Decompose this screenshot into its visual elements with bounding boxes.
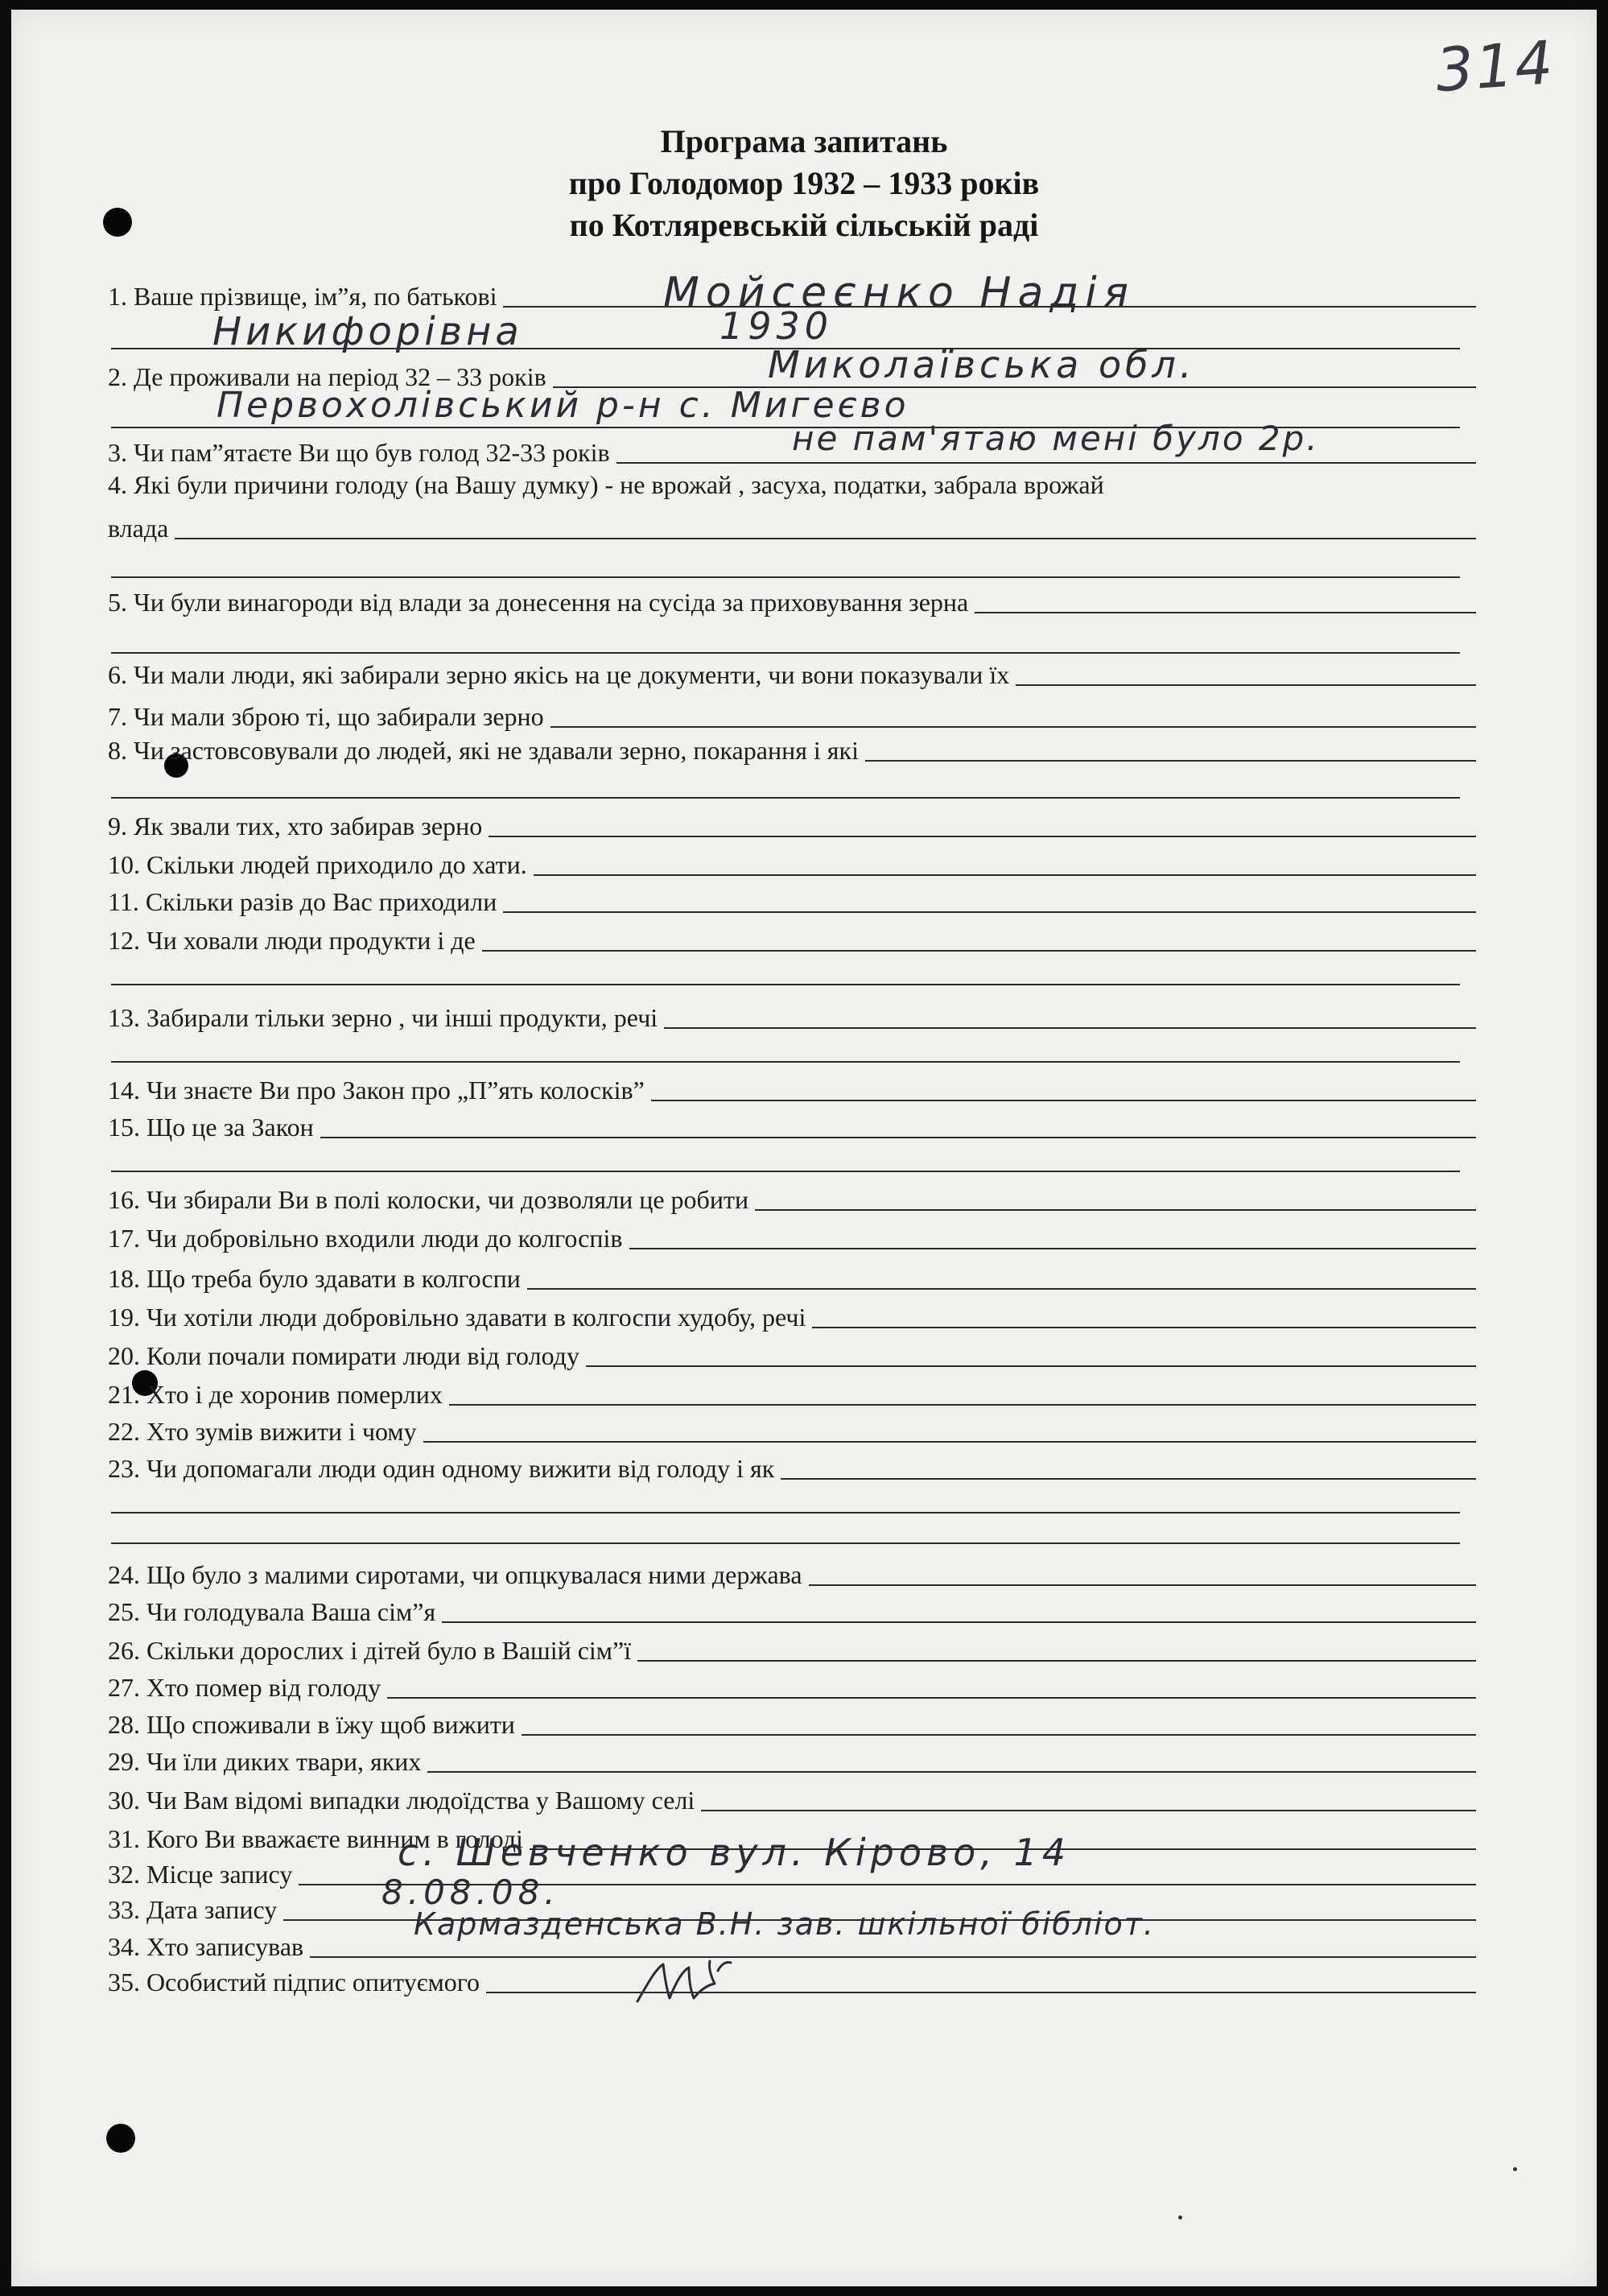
answer-line[interactable]: [629, 1224, 1477, 1249]
question-24: 24. Що було з малими сиротами, чи опцкувалася ними держава: [108, 1554, 1476, 1589]
answer-line[interactable]: [503, 887, 1476, 913]
question-34: 34. Хто записував: [108, 1926, 1476, 1961]
answer-q2-region: Миколаївська обл.: [768, 343, 1196, 386]
document-page: [11, 10, 1597, 2286]
question-21: 21. Хто і де хоронив померлих: [108, 1373, 1476, 1409]
punch-hole-top: [103, 208, 132, 237]
answer-line[interactable]: [975, 588, 1476, 613]
page-number: 314: [1433, 27, 1557, 106]
answer-q3: не пам'ятаю мені було 2р.: [792, 419, 1320, 458]
question-25: 25. Чи голодувала Ваша сім”я: [108, 1591, 1476, 1626]
question-22: 22. Хто зумів вижити і чому: [108, 1410, 1476, 1446]
question-19: 19. Чи хотіли люди добровільно здавати в колгоспи худобу, речі: [108, 1296, 1476, 1332]
document-title: [11, 121, 1597, 246]
question-23: 23. Чи допомагали люди один одному вижити від голоду і як: [108, 1447, 1476, 1483]
answer-line-15b[interactable]: [111, 1171, 1460, 1172]
punch-hole-bottom: [106, 2124, 135, 2153]
answer-line-23b[interactable]: [111, 1512, 1460, 1513]
answer-q33: 8.08.08.: [381, 1873, 560, 1912]
question-6: 6. Чи мали люди, які забирали зерно якісь на це документи, чи вони показували їх: [108, 654, 1476, 689]
answer-q32: с. Шевченко вул. Кірово, 14: [398, 1831, 1071, 1874]
question-28: 28. Що споживали в їжу щоб вижити: [108, 1703, 1476, 1739]
signature-icon: [631, 1953, 752, 2009]
question-13: 13. Забирали тільки зерно , чи інші продукти, речі: [108, 997, 1476, 1032]
answer-line[interactable]: [781, 1454, 1476, 1480]
answer-line[interactable]: [664, 1003, 1476, 1029]
answer-line[interactable]: [1016, 660, 1476, 686]
answer-line-8b[interactable]: [111, 797, 1460, 799]
question-33: 33. Дата запису: [108, 1889, 1476, 1924]
question-15: 15. Що це за Закон: [108, 1106, 1476, 1142]
answer-q1-year: 1930: [719, 304, 834, 348]
question-4-cont: влада: [108, 507, 1476, 543]
answer-line[interactable]: [423, 1417, 1476, 1443]
question-27: 27. Хто помер від голоду: [108, 1666, 1476, 1702]
question-1: 1. Ваше прізвище, ім”я, по батькові: [108, 275, 1476, 311]
question-17: 17. Чи добровільно входили люди до колгоспів: [108, 1217, 1476, 1253]
answer-line-23c[interactable]: [111, 1542, 1460, 1544]
answer-line[interactable]: [550, 702, 1476, 728]
question-12: 12. Чи ховали люди продукти і де: [108, 919, 1476, 955]
answer-line[interactable]: [651, 1076, 1476, 1101]
question-20: 20. Коли почали помирати люди від голоду: [108, 1335, 1476, 1370]
answer-line[interactable]: [427, 1747, 1476, 1773]
answer-q1-patronymic: Никифорівна: [212, 309, 523, 354]
answer-line[interactable]: [755, 1185, 1476, 1211]
answer-line-12b[interactable]: [111, 984, 1460, 985]
answer-line[interactable]: [175, 514, 1476, 539]
answer-line[interactable]: [387, 1673, 1476, 1699]
answer-line[interactable]: [534, 850, 1476, 876]
answer-line[interactable]: [812, 1303, 1476, 1328]
answer-line[interactable]: [522, 1710, 1476, 1736]
answer-q34: Кармазденська В.Н. зав. шкільної бібліот.: [414, 1906, 1156, 1942]
question-31: 31. Кого Ви вважаєте винним в голоді: [108, 1818, 1476, 1853]
answer-line[interactable]: [701, 1786, 1476, 1811]
question-16: 16. Чи збирали Ви в полі колоски, чи дозволяли це робити: [108, 1179, 1476, 1214]
question-7: 7. Чи мали зброю ті, що забирали зерно: [108, 696, 1476, 731]
answer-line[interactable]: [637, 1636, 1476, 1662]
paper-speck-1: [1178, 2215, 1182, 2220]
paper-speck-2: [1513, 2167, 1517, 2171]
question-4: 4. Які були причини голоду (на Вашу думку) - не врожай , засуха, податки, забрала врожай: [108, 470, 1104, 499]
answer-line-13b[interactable]: [111, 1061, 1460, 1063]
question-32: 32. Місце запису: [108, 1853, 1476, 1889]
question-8: 8. Чи застовсовували до людей, які не здавали зерно, покарання і які: [108, 729, 1476, 765]
answer-q2-village: Первохолівський р-н с. Мигеєво: [216, 385, 909, 426]
answer-q1-surname: Мойсеєнко Надія: [663, 269, 1135, 317]
question-29: 29. Чи їли диких твари, яких: [108, 1741, 1476, 1776]
answer-line-4b[interactable]: [111, 576, 1460, 578]
question-11: 11. Скільки разів до Вас приходили: [108, 881, 1476, 916]
answer-line[interactable]: [527, 1264, 1476, 1290]
question-5: 5. Чи були винагороди від влади за донесення на сусіда за приховування зерна: [108, 581, 1476, 617]
question-3: 3. Чи пам”ятаєте Ви що був голод 32-33 років: [108, 432, 1476, 467]
question-14: 14. Чи знаєте Ви про Закон про „П”ять колосків”: [108, 1069, 1476, 1105]
answer-line[interactable]: [489, 811, 1476, 837]
answer-line[interactable]: [449, 1380, 1476, 1406]
question-35: 35. Особистий підпис опитуємого: [108, 1961, 1476, 1997]
question-26: 26. Скільки дорослих і дітей було в Вашій сім”ї: [108, 1629, 1476, 1665]
answer-line[interactable]: [442, 1597, 1476, 1623]
question-30: 30. Чи Вам відомі випадки людоїдства у Вашому селі: [108, 1779, 1476, 1815]
answer-line[interactable]: [809, 1560, 1476, 1586]
title-line-1: Програма запитань: [660, 123, 948, 159]
question-2: 2. Де проживали на період 32 – 33 років: [108, 356, 1476, 391]
question-9: 9. Як звали тих, хто забирав зерно: [108, 805, 1476, 840]
answer-line[interactable]: [482, 926, 1476, 952]
answer-line[interactable]: [586, 1341, 1476, 1367]
title-line-3: по Котляревській сільській раді: [569, 207, 1039, 243]
question-18: 18. Що треба було здавати в колгоспи: [108, 1257, 1476, 1293]
question-10: 10. Скільки людей приходило до хати.: [108, 844, 1476, 879]
answer-line[interactable]: [320, 1113, 1476, 1138]
title-line-2: про Голодомор 1932 – 1933 років: [568, 165, 1040, 201]
answer-line[interactable]: [865, 736, 1476, 762]
